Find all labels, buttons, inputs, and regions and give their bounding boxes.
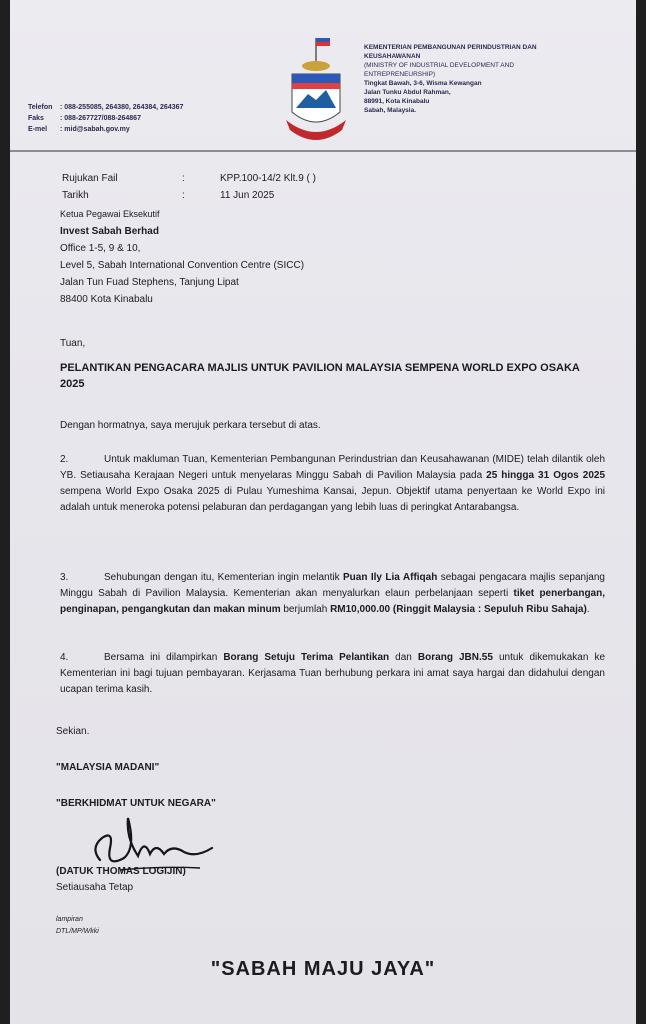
subject-heading: PELANTIKAN PENGACARA MAJLIS UNTUK PAVILION MALAYSIA SEMPENA WORLD EXPO OSAKA 2025 xyxy=(60,362,580,390)
paragraph-4: 4. Bersama ini dilampirkan Borang Setuju Terima Pelantikan dan Borang JBN.55 untuk dikemukakan ke Kementerian ini bagi tujuan pembayaran. Kerjasama Tuan berhubung perkara ini amat saya hargai dan didahului dengan ucapan terima kasih. xyxy=(60,652,605,695)
letter-page xyxy=(10,0,636,1024)
paragraph-2: 2. Untuk makluman Tuan, Kementerian Pembangunan Perindustrian dan Keusahawanan (MIDE) telah dilantik oleh YB. Setiausaha Kerajaan Negeri untuk menyelaras Minggu Sabah di Pavilion Malaysia pada 25 hingga 31 Ogos 2025 sempena World Expo Osaka 2025 di Pulau Yumeshima Kansai, Jepun. Objektif utama penyertaan ke World Expo ini adalah untuk meneroka potensi pelaburan dan perdagangan yang lebih luas di peringkat Antarabangsa. xyxy=(60,454,606,513)
motto-malaysia-madani: "MALAYSIA MADANI" xyxy=(56,762,160,773)
contact-fax: Faks : 088-267727/088-264867 xyxy=(28,115,141,122)
contact-phone: Telefon : 088-255085, 264380, 264384, 264367 xyxy=(28,104,184,111)
ministry-header: KEMENTERIAN PEMBANGUNAN PERINDUSTRIAN DAN KEUSAHAWANAN (MINISTRY OF INDUSTRIAL DEVELOPMENT AND ENTREPRENEURSHIP) Tingkat Bawah, 3-6, Wisma Kewangan Jalan Tunku Abdul Rahman, 88991, Kota Kinabalu Sabah, Malaysia. xyxy=(364,44,537,114)
lampiran-note: lampiran xyxy=(56,916,83,923)
header-divider xyxy=(10,150,636,152)
signatory-name: (DATUK THOMAS LOGIJIN) xyxy=(56,866,186,877)
signatory-position: Setiausaha Tetap xyxy=(56,882,134,893)
closing-sekian: Sekian. xyxy=(56,726,90,737)
motto-berkhidmat: "BERKHIDMAT UNTUK NEGARA" xyxy=(56,798,216,809)
paragraph-3: 3. Sehubungan dengan itu, Kementerian ingin melantik Puan Ily Lia Affiqah sebagai pengacara majlis sepanjang Minggu Sabah di Pavilion Malaysia. Kementerian akan menyalurkan elaun perbelanjaan seperti tiket penerbangan, penginapan, pengangkutan dan makan minum berjumlah RM10,000.00 (Ringgit Malaysia : Sepuluh Ribu Sahaja). xyxy=(60,572,606,615)
contact-email: E-mel : mid@sabah.gov.my xyxy=(28,126,130,133)
opening-line: Dengan hormatnya, saya merujuk perkara tersebut di atas. xyxy=(60,420,321,431)
salutation: Tuan, xyxy=(60,338,86,349)
footer-slogan: "SABAH MAJU JAYA" xyxy=(210,958,436,980)
recipient-address: Ketua Pegawai Eksekutif Invest Sabah Berhad Office 1-5, 9 & 10, Level 5, Sabah International Convention Centre (SICC) Jalan Tun Fuad Stephens, Tanjung Lipat 88400 Kota Kinabalu xyxy=(60,209,305,305)
initials-ref: DTL/MP/Wkki xyxy=(56,928,99,935)
sabah-crest-icon xyxy=(278,34,354,154)
reference-block: Rujukan Fail : KPP.100-14/2 Klt.9 ( ) Tarikh : 11 Jun 2025 xyxy=(62,173,316,201)
contact-block xyxy=(28,102,183,135)
